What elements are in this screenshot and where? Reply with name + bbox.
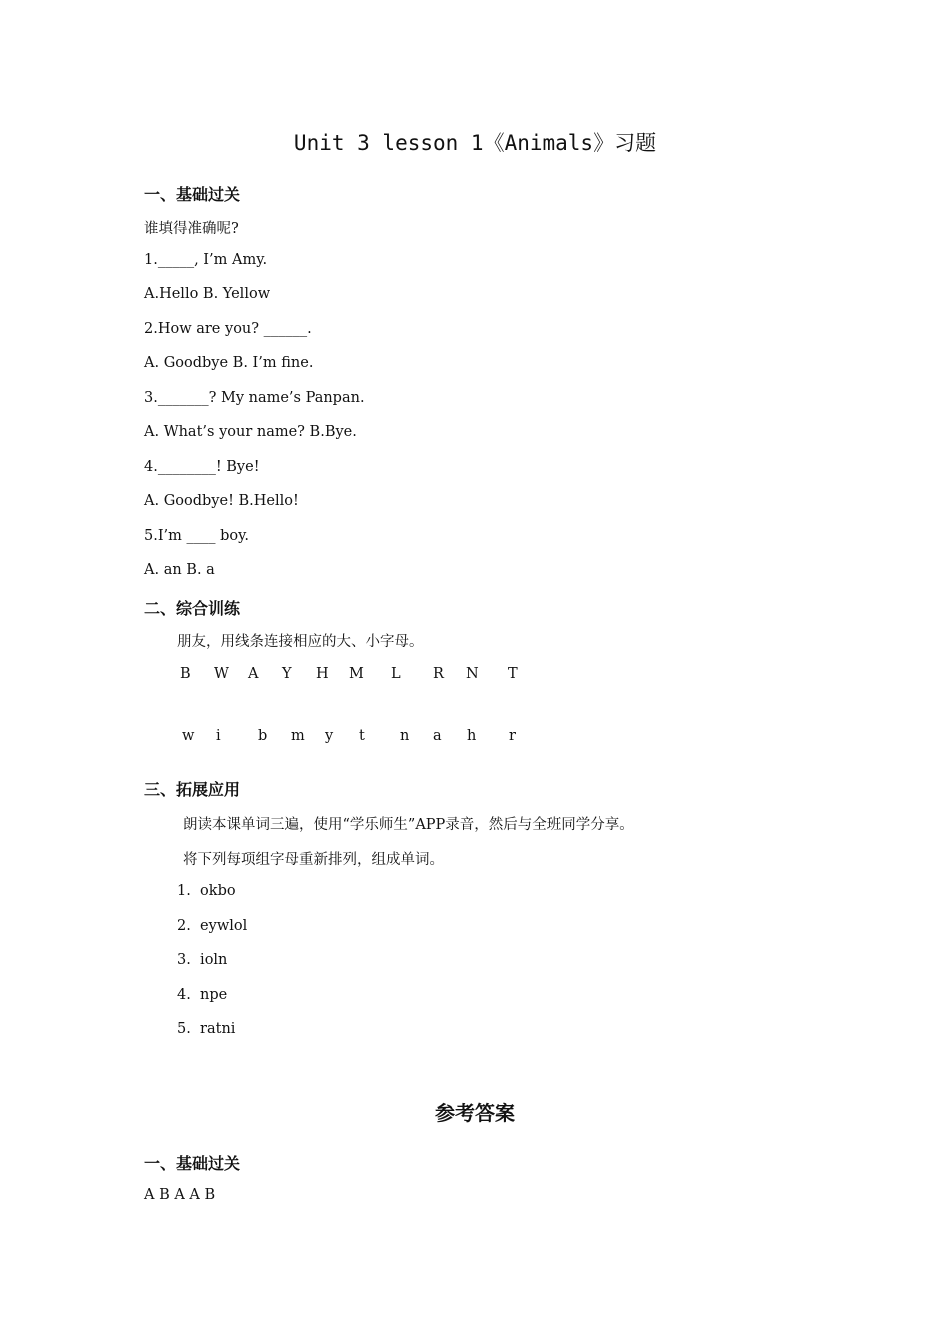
uppercase-letter: L [391,666,401,682]
question-line: 2.How are you? ______. [144,321,312,337]
uppercase-letter: Y [282,666,292,682]
scramble-item: 3. ioln [177,952,228,968]
uppercase-letter: A [248,666,259,682]
uppercase-letter: H [316,666,329,682]
question-line: A. What’s your name? B.Bye. [144,424,357,440]
lowercase-letter: w [182,728,195,744]
lowercase-letter: h [467,728,477,744]
question-line: A. an B. a [144,562,215,578]
question-line: 3._______? My name’s Panpan. [144,390,365,406]
scramble-item: 5. ratni [177,1021,236,1037]
scramble-item: 4. npe [177,987,228,1003]
scramble-item: 1. okbo [177,883,236,899]
uppercase-letter: B [180,666,191,682]
uppercase-letter: R [433,666,444,682]
uppercase-letter: W [214,666,229,682]
section-3-heading: 三、拓展应用 [144,780,241,799]
page-title: Unit 3 lesson 1《Animals》习题 [293,131,657,155]
answer-section-heading: 一、基础过关 [144,1154,241,1173]
question-line: 4.________! Bye! [144,459,260,475]
section-2-heading: 二、综合训练 [144,599,241,618]
lowercase-letter: m [291,728,305,744]
question-line: A.Hello B. Yellow [144,286,271,302]
answer-text: A B A A B [144,1187,216,1203]
lowercase-letter: y [325,728,334,744]
lowercase-letter: n [400,728,410,744]
uppercase-letter: M [349,666,364,682]
section-2-intro: 朋友，用线条连接相应的大、小字母。 [177,634,424,650]
lowercase-letter: t [359,728,365,744]
lowercase-letter: a [433,728,442,744]
question-line: 5.I’m ____ boy. [144,528,250,544]
scramble-item: 2. eywlol [177,918,248,934]
question-line: 1._____, I’m Amy. [144,252,268,268]
question-line: A. Goodbye B. I’m fine. [144,355,314,371]
section-1-heading: 一、基础过关 [144,185,241,204]
section-3-instruction: 将下列每项组字母重新排列，组成单词。 [183,852,444,868]
lowercase-letter: i [216,728,221,744]
section-1-intro: 谁填得准确呢? [144,221,239,237]
lowercase-letter: b [258,728,268,744]
question-line: A. Goodbye! B.Hello! [144,493,299,509]
section-3-instruction: 朗读本课单词三遍，使用“学乐师生”APP录音，然后与全班同学分享。 [183,817,634,833]
uppercase-letter: T [508,666,518,682]
answer-key-title: 参考答案 [435,1101,515,1125]
lowercase-letter: r [509,728,516,744]
uppercase-letter: N [466,666,479,682]
